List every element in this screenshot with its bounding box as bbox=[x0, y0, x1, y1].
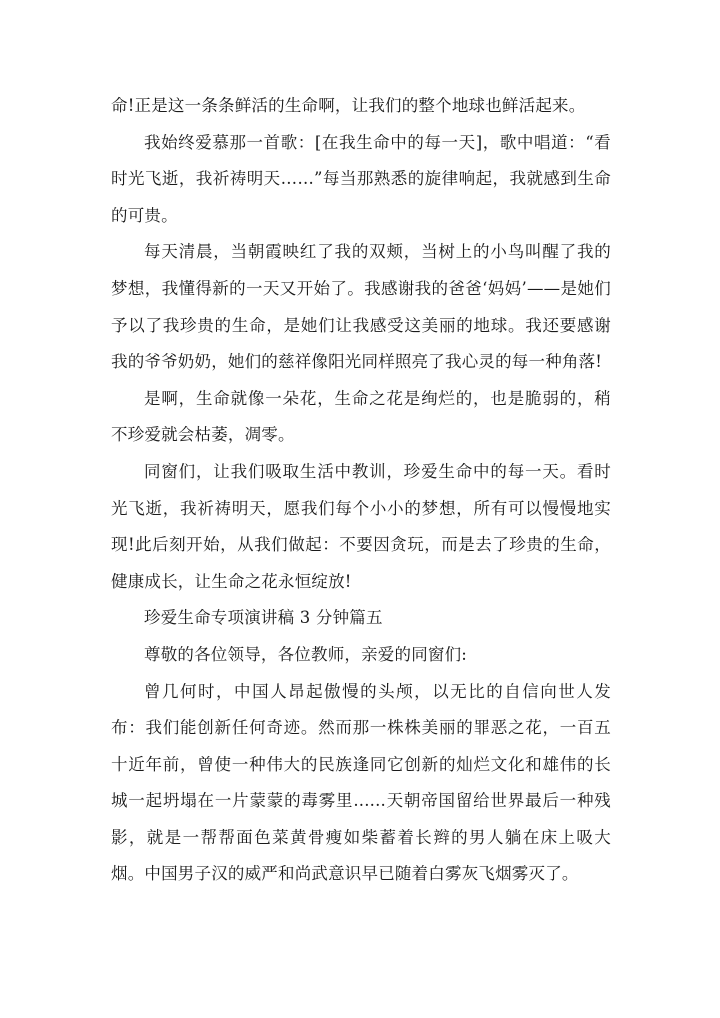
paragraph-2: 我始终爱慕那一首歌：[在我生命中的每一天]，歌中唱道：“看时光飞逝，我祈祷明天……”每当那熟悉的旋律响起，我就感到生命的可贵。 bbox=[111, 132, 611, 225]
salutation: 尊敬的各位领导，各位教师，亲爱的同窗们: bbox=[144, 644, 468, 664]
paragraph-1: 命!正是这一条条鲜活的生命啊，让我们的整个地球也鲜活起来。 bbox=[111, 96, 586, 115]
document-page bbox=[111, 88, 611, 893]
paragraph-5: 同窗们，让我们吸取生活中教训，珍爱生命中的每一天。看时光飞逝，我祈祷明天，愿我们每个小小的梦想，所有可以慢慢地实现!此后刻开始，从我们做起：不要因贪玩，而是去了珍贵的生命，健康成长，让生命之花永恒绽放! bbox=[111, 461, 611, 591]
paragraph-3: 每天清晨，当朝霞映红了我的双颊，当树上的小鸟叫醒了我的梦想，我懂得新的一天又开始了。我感谢我的爸爸‘妈妈’——是她们予以了我珍贵的生命，是她们让我感受这美丽的地球。我还要感谢我的爷爷奶奶，她们的慈祥像阳光同样照亮了我心灵的每一种角落! bbox=[111, 242, 611, 372]
section-title: 珍爱生命专项演讲稿 3 分钟篇五 bbox=[144, 608, 383, 628]
paragraph-4: 是啊，生命就像一朵花，生命之花是绚烂的，也是脆弱的，稍不珍爱就会枯萎，凋零。 bbox=[111, 388, 611, 445]
paragraph-6: 曾几何时，中国人昂起傲慢的头颅，以无比的自信向世人发布：我们能创新任何奇迹。然而那一株株美丽的罪恶之花，一百五十近年前，曾使一种伟大的民族逢同它创新的灿烂文化和雄伟的长城一起坍塌在一片蒙蒙的毒雾里......天朝帝国留给世界最后一种残影，就是一帮帮面色菜黄骨瘦如柴蓄着长辫的男人躺在床上吸大烟。中国男子汉的威严和尚武意识早已随着白雾灰飞烟雾灭了。 bbox=[111, 681, 611, 884]
